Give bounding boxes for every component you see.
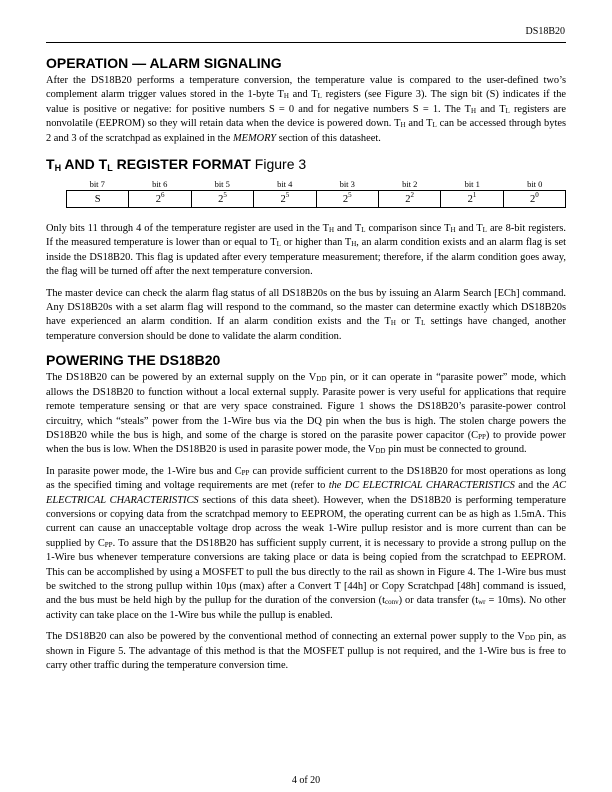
register-cell: $2^5$ bbox=[254, 191, 316, 208]
paragraph-power-modes: The DS18B20 can be powered by an external supply on the $V_{DD}$ pin, or it can operate in “parasite power” mode, which allows the DS18B20 to function without a local external supply. Parasite power is very useful for applications that require remote temperature sensing or that are very space constrained. Figure 1 shows the DS18B20’s parasite-power control circuitry, which “steals” power from the 1-Wire bus via the DQ pin when the bus is high. The stolen charge powers the DS18B20 while the bus is high, and some of the charge is stored on the parasite power capacitor $(C_{PP})$ to provide power when the bus is low. When the DS18B20 is used in parasite power mode, the $V_{DD}$ pin must be connected to ground. bbox=[46, 372, 566, 456]
register-cell: $2^2$ bbox=[378, 191, 440, 208]
register-row bbox=[67, 191, 566, 208]
bit-label: bit 7 bbox=[89, 179, 105, 190]
register-cell: S bbox=[67, 191, 129, 208]
register-table bbox=[66, 190, 566, 208]
bit-label: bit 4 bbox=[277, 179, 293, 190]
register-format-figure bbox=[66, 178, 566, 208]
header-divider bbox=[46, 42, 566, 43]
paragraph-external-supply: The DS18B20 can also be powered by the conventional method of connecting an external power supply to the $V_{DD}$ pin, as shown in Figure 5. The advantage of this method is that the MOSFET pullup is not required, and the 1-Wire bus is free to carry other traffic during the temperature conversion time. bbox=[46, 631, 567, 671]
register-cell: $2^5$ bbox=[316, 191, 378, 208]
register-cell: $2^1$ bbox=[441, 191, 503, 208]
bit-label: bit 3 bbox=[339, 179, 355, 190]
bit-label: bit 1 bbox=[464, 179, 480, 190]
document-id: DS18B20 bbox=[525, 26, 565, 37]
page-content bbox=[46, 55, 566, 680]
section-title-powering: POWERING THE DS18B20 bbox=[46, 352, 221, 369]
section-title-alarm: OPERATION — ALARM SIGNALING bbox=[46, 55, 282, 71]
bit-label: bit 6 bbox=[152, 179, 168, 190]
bit-label: bit 2 bbox=[402, 179, 418, 190]
bit-label: bit 5 bbox=[214, 179, 230, 190]
paragraph-alarm-search: The master device can check the alarm flag status of all DS18B20s on the bus by issuing an Alarm Search [ECh] command. Any DS18B20s with a set alarm flag will respond to the command, so the master can determine exactly which DS18B20s have experienced an alarm condition. If an alarm condition exists and the $T_H$ or $T_L$ settings have changed, another temperature conversion should be done to validate the alarm condition. bbox=[46, 287, 566, 342]
bit-label: bit 0 bbox=[527, 179, 543, 190]
paragraph-alarm-intro: After the DS18B20 performs a temperature conversion, the temperature value is compared to the user-defined two’s complement alarm trigger values stored in the 1-byte $T_H$ and $T_L$ registers (see Figure 3). The sign bit (S) indicates if the value is positive or negative: for positive numbers S = 0 and for negative numbers S = 1. The $T_H$ and $T_L$ registers are nonvolatile (EEPROM) so they will retain data when the device is powered down. $T_H$ and $T_L$ can be accessed through bytes 2 and 3 of the scratchpad as explained in the MEMORY section of this datasheet. bbox=[46, 75, 566, 144]
page-number: 4 of 20 bbox=[291, 775, 321, 786]
paragraph-register-usage: Only bits 11 through 4 of the temperature register are used in the $T_H$ and $T_L$ comparison since $T_H$ and $T_L$ are 8-bit registers. If the measured temperature is lower than or equal to $T_L$ or higher than $T_H$, an alarm condition exists and an alarm flag is set inside the DS18B20. This flag is updated after every temperature measurement; therefore, if the alarm condition goes away, the flag will be turned off after the next temperature conversion. bbox=[46, 223, 567, 278]
register-cell: $2^6$ bbox=[129, 191, 191, 208]
paragraph-parasite-power: In parasite power mode, the 1-Wire bus and $C_{PP}$ can provide sufficient current to the DS18B20 for most operations as long as the specified timing and voltage requirements are met (refer to the DC ELECTRICAL CHARACTERISTICS and the AC ELECTRICAL CHARACTERISTICS sections of this data sheet). However, when the DS18B20 is performing temperature conversions or copying data from the scratchpad memory to EEPROM, the operating current can be as high as 1.5mA. This current can cause an unacceptable voltage drop across the weak 1-Wire pullup resistor and is more current than can be supplied by $C_{PP}$. To assure that the DS18B20 has sufficient supply current, it is necessary to provide a strong pullup on the 1-Wire bus whenever temperature conversions are taking place or data is being copied from the scratchpad to EEPROM. This can be accomplished by using a MOSFET to pull the bus directly to the rail as shown in Figure 4. The 1-Wire bus must be switched to the strong pullup within 10µs (max) after a Convert T [44h] or Copy Scratchpad [48h] command is issued, and the bus must be held high by the pullup for the duration of the conversion $(t_{conv})$ or data transfer $(t_{wr} = 10ms)$. No other activity can take place on the 1-Wire bus while the pullup is enabled. bbox=[46, 465, 567, 621]
register-cell: $2^0$ bbox=[503, 191, 565, 208]
register-bit-labels bbox=[66, 178, 566, 190]
register-cell: $2^5$ bbox=[191, 191, 253, 208]
section-title-register-format: $T_H$ AND $T_L$ REGISTER FORMAT Figure 3 bbox=[46, 156, 307, 174]
